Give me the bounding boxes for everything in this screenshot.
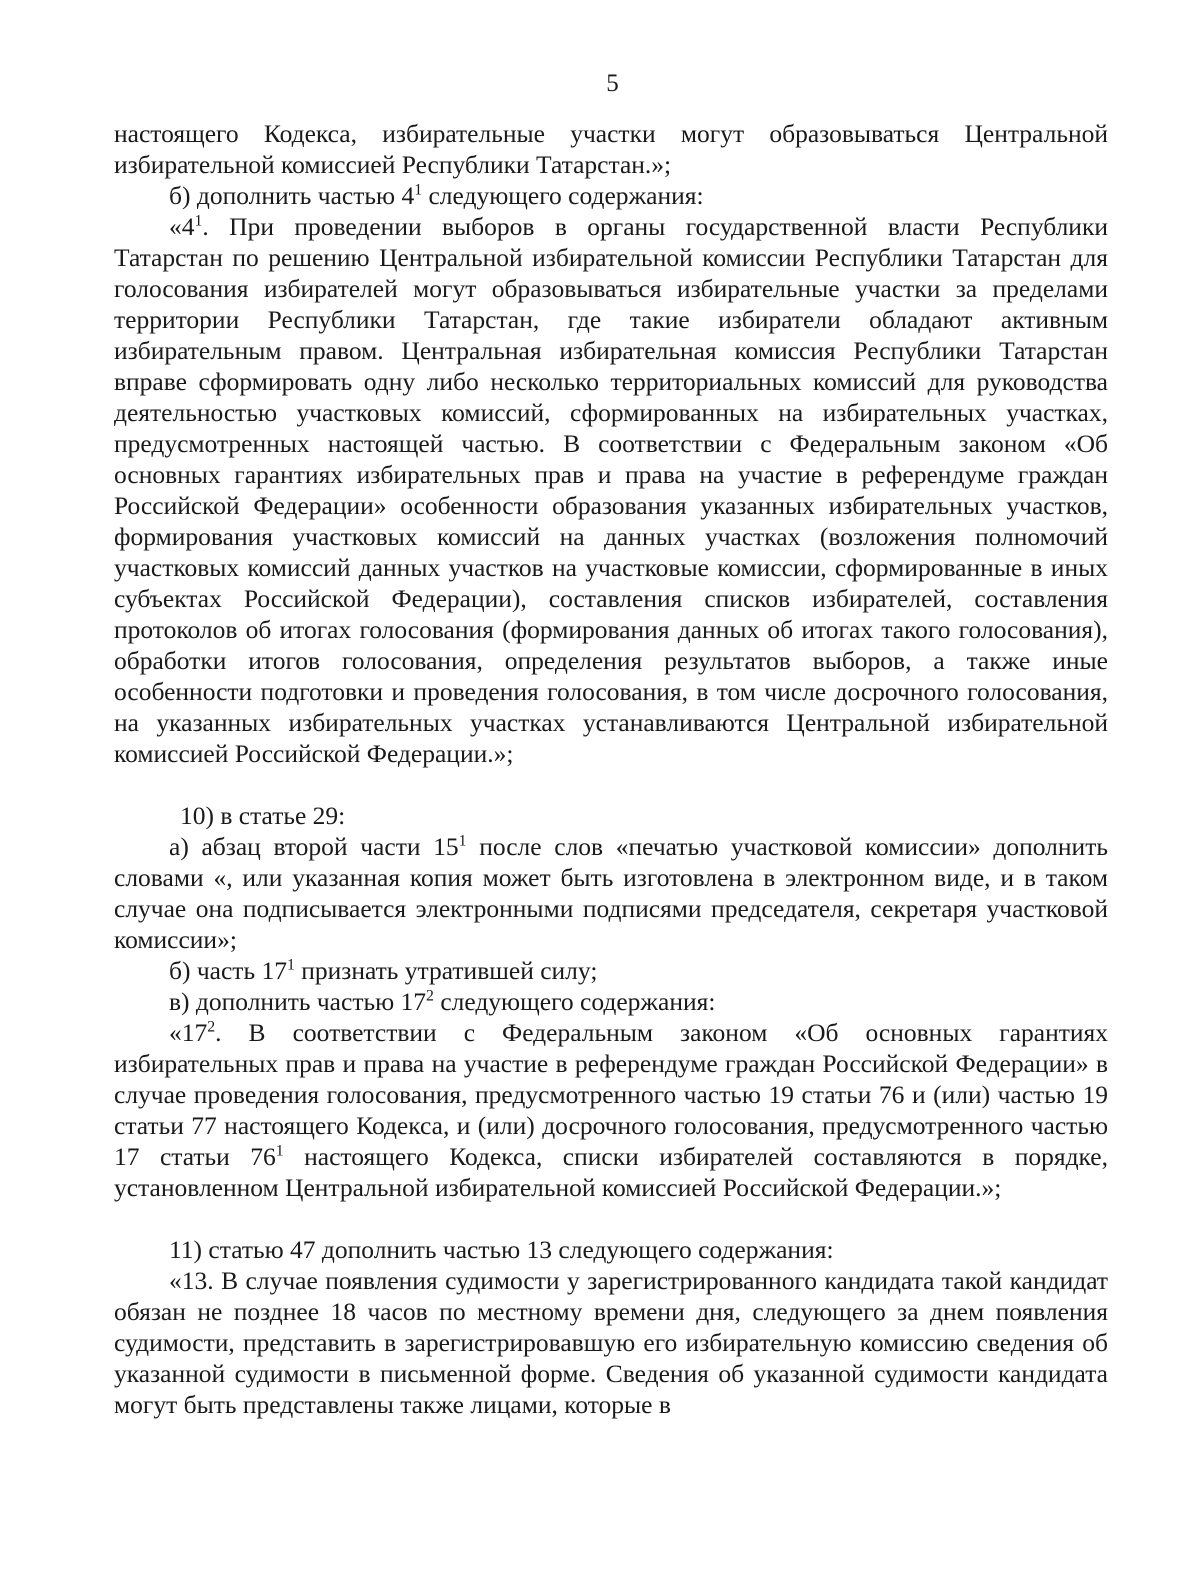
superscript: 2 [207,1018,216,1036]
document-body [114,118,1108,1420]
superscript: 1 [286,956,295,974]
superscript: 1 [194,212,203,230]
paragraph-5-text-tail: после слов «печатью участковой комиссии» дополнить словами «, или указанная копия может быть изготовлена в электронном виде, и в таком случае она подписывается электронными подписями председателя, секретаря участковой комиссии»; [114,832,1108,954]
paragraph-3-text-tail: . При проведении выборов в органы государственной власти Республики Татарстан по решению Центральной избирательной комиссии Республики Татарстан для голосования избирателей могут образовываться избирательные участки за пределами территории Республики Татарстан, где такие избиратели обладают активным избирательным правом. Центральная избирательная комиссия Республики Татарстан вправе сформировать одну либо несколько территориальных комиссий для руководства деятельностью участковых комиссий, сформированных на избирательных участках, предусмотренных настоящей частью. В соответствии с Федеральным законом «Об основных гарантиях избирательных прав и права на участие в референдуме граждан Российской Федерации» особенности образования указанных избирательных участков, формирования участковых комиссий на данных участках (возложения полномочий участковых комиссий данных участков на участковые комиссии, сформированные в иных субъектах Российской Федерации), составления списков избирателей, составления протоколов об итогах голосования (формирования данных об итогах такого голосования), обработки итогов голосования, определения результатов выборов, а также иные особенности подготовки и проведения голосования, в том числе досрочного голосования, на указанных избирательных участках устанавливаются Центральной избирательной комиссией Российской Федерации.»; [114,212,1108,768]
paragraph-9: 11) статью 47 дополнить частью 13 следующего содержания: [169,1235,834,1264]
page-number: 5 [606,70,619,97]
paragraph-7-text-tail: следующего содержания: [433,987,716,1016]
paragraph-gap [114,769,1108,800]
paragraph-2-text: б) дополнить частью 4 [169,181,415,210]
superscript: 1 [275,1142,284,1160]
paragraph-3 [114,211,1108,769]
paragraph-2-text-tail: следующего содержания: [422,181,704,210]
paragraph-8-text-tail: настоящего Кодекса, списки избирателей составляются в порядке, установленном Центральной избирательной комиссией Российской Федерации.»; [114,1142,1108,1202]
paragraph-1: настоящего Кодекса, избирательные участки могут образовываться Центральной избирательной комиссией Республики Татарстан.»; [114,119,1108,179]
paragraph-10: «13. В случае появления судимости у зарегистрированного кандидата такой кандидат обязан не позднее 18 часов по местному времени дня, следующего за днем появления судимости, представить в зарегистрировавшую его избирательную комиссию сведения об указанной судимости в письменной форме. Сведения об указанной судимости кандидата могут быть представлены также лицами, которые в [114,1266,1108,1419]
paragraph-gap [114,1203,1108,1234]
paragraph-8-text-middle: . В соответствии с Федеральным законом «Об основных гарантиях избирательных прав и права на участие в референдуме граждан Российской Федерации» в случае проведения голосования, предусмотренного частью 19 статьи 76 и (или) частью 19 статьи 77 настоящего Кодекса, и (или) досрочного голосования, предусмотренного частью 17 статьи 76 [114,1018,1108,1171]
paragraph-6-text-tail: признать утратившей силу; [294,956,598,985]
paragraph-4: 10) в статье 29: [180,801,346,830]
paragraph-5 [114,831,1108,955]
paragraph-8 [114,1017,1108,1203]
superscript: 1 [414,181,423,199]
paragraph-7-text: в) дополнить частью 17 [169,987,427,1016]
paragraph-7 [114,986,1108,1017]
paragraph-3-text: «4 [169,212,195,241]
paragraph-8-text: «17 [169,1018,208,1047]
paragraph-6 [114,955,1108,986]
paragraph-5-text: а) абзац второй части 15 [169,832,459,861]
paragraph-6-text: б) часть 17 [169,956,287,985]
superscript: 1 [458,832,467,850]
superscript: 2 [426,987,434,1005]
paragraph-2 [114,180,1108,211]
